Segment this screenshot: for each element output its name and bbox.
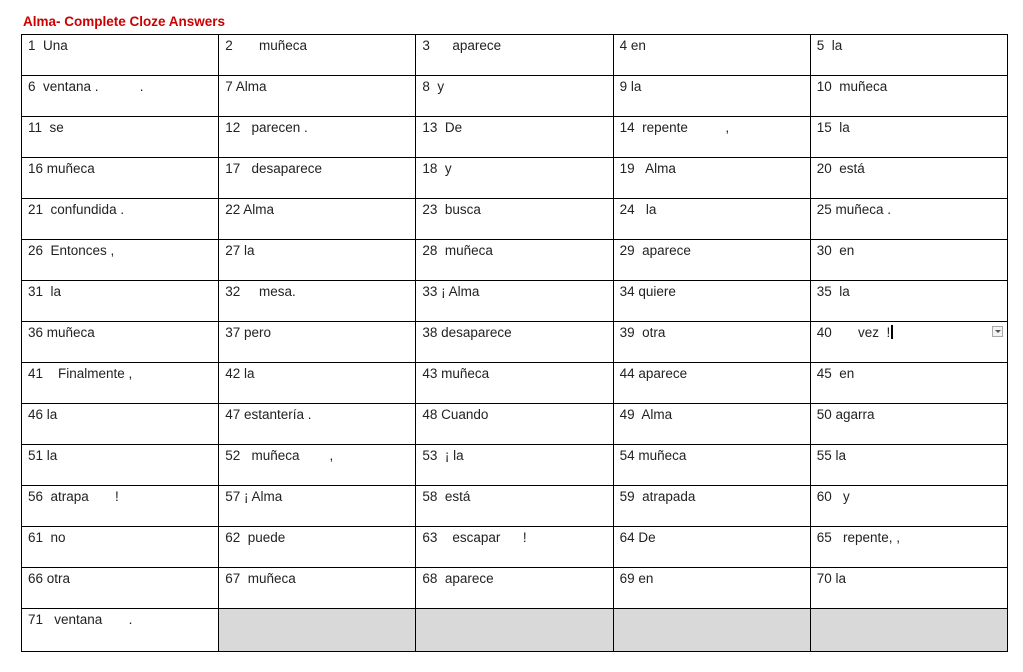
answer-text: 49 Alma [619, 407, 673, 422]
answer-text: 70 la [816, 571, 847, 586]
answer-text: 60 y [816, 489, 850, 504]
table-row [22, 35, 1008, 76]
answer-text: 61 no [28, 530, 66, 545]
answer-text: 59 atrapada [619, 489, 696, 504]
answer-cell[interactable] [22, 322, 219, 363]
table-row [22, 609, 1008, 652]
answer-cell[interactable] [613, 35, 810, 76]
table-row [22, 322, 1008, 363]
answer-text: 30 en [816, 243, 855, 258]
answer-text: 36 muñeca [28, 325, 95, 340]
answer-cell[interactable] [810, 445, 1007, 486]
answer-cell[interactable] [416, 404, 613, 445]
answer-cell[interactable] [810, 363, 1007, 404]
answer-cell[interactable] [810, 35, 1007, 76]
text-caret [891, 325, 893, 339]
answer-cell[interactable] [219, 76, 416, 117]
answer-cell[interactable] [613, 117, 810, 158]
answer-cell[interactable] [219, 158, 416, 199]
answer-cell[interactable] [416, 281, 613, 322]
answer-cell[interactable] [613, 322, 810, 363]
answer-cell[interactable] [613, 445, 810, 486]
answer-cell[interactable] [22, 568, 219, 609]
answer-text: 28 muñeca [422, 243, 493, 258]
answer-cell[interactable] [416, 568, 613, 609]
answer-text: 67 muñeca [225, 571, 296, 586]
answer-cell[interactable] [22, 76, 219, 117]
answer-text: 2 muñeca [225, 38, 307, 53]
answer-text: 17 desaparece [225, 161, 323, 176]
answer-text: 5 la [816, 38, 843, 53]
answer-text: 48 Cuando [422, 407, 489, 422]
table-row [22, 281, 1008, 322]
answer-cell[interactable] [22, 363, 219, 404]
answer-text: 47 estantería . [225, 407, 312, 422]
answer-cell[interactable] [219, 117, 416, 158]
answer-cell[interactable] [22, 199, 219, 240]
answer-text: 55 la [816, 448, 847, 463]
answer-text: 15 la [816, 120, 850, 135]
table-row [22, 76, 1008, 117]
table-row [22, 158, 1008, 199]
answer-text: 8 y [422, 79, 445, 94]
answer-cell[interactable] [219, 404, 416, 445]
answer-text: 65 repente, , [816, 530, 901, 545]
answer-cell[interactable] [810, 404, 1007, 445]
answer-cell[interactable] [22, 281, 219, 322]
cloze-answers-table [21, 34, 1008, 652]
empty-cell [416, 609, 613, 652]
answer-text: 45 en [816, 366, 855, 381]
answer-cell[interactable] [810, 568, 1007, 609]
answer-text: 23 busca [422, 202, 481, 217]
answer-text: 58 está [422, 489, 471, 504]
answer-cell[interactable] [416, 117, 613, 158]
answer-text: 64 De [619, 530, 656, 545]
answer-text: 54 muñeca [619, 448, 687, 463]
answer-cell[interactable] [219, 363, 416, 404]
answer-cell[interactable] [613, 76, 810, 117]
answer-cell[interactable] [416, 363, 613, 404]
answer-cell[interactable] [219, 445, 416, 486]
answer-text: 41 Finalmente , [28, 366, 133, 381]
answer-text: 20 está [816, 161, 865, 176]
answer-cell[interactable] [22, 117, 219, 158]
answer-text: 40 vez ! [811, 322, 1007, 341]
table-row [22, 199, 1008, 240]
table-row [22, 527, 1008, 568]
table-row [22, 404, 1008, 445]
answer-text: 46 la [28, 407, 58, 422]
answer-text: 19 Alma [619, 161, 676, 176]
answer-text: 3 aparece [422, 38, 502, 53]
answer-cell[interactable] [22, 486, 219, 527]
answer-cell[interactable] [810, 158, 1007, 199]
answer-text: 56 atrapa ! [28, 489, 119, 504]
answer-text: 1 Una [28, 38, 68, 53]
answer-text: 29 aparece [619, 243, 691, 258]
answer-cell[interactable] [613, 527, 810, 568]
answer-text: 26 Entonces , [28, 243, 115, 258]
answer-cell[interactable] [810, 281, 1007, 322]
answer-text: 33 ¡ Alma [422, 284, 480, 299]
answer-text: 14 repente , [619, 120, 730, 135]
answer-text: 12 parecen . [225, 120, 308, 135]
answer-cell[interactable] [416, 76, 613, 117]
answer-cell[interactable] [613, 486, 810, 527]
answer-text: 63 escapar ! [422, 530, 527, 545]
answer-cell[interactable] [416, 486, 613, 527]
document-title: Alma- Complete Cloze Answers [23, 14, 226, 29]
answer-text: 68 aparece [422, 571, 494, 586]
answer-cell[interactable] [416, 158, 613, 199]
answer-cell[interactable] [613, 363, 810, 404]
answer-text: 16 muñeca [28, 161, 95, 176]
answer-text: 37 pero [225, 325, 271, 340]
answer-text: 38 desaparece [422, 325, 512, 340]
answer-text: 27 la [225, 243, 255, 258]
answer-text: 42 la [225, 366, 255, 381]
answer-cell[interactable] [22, 35, 219, 76]
answer-text: 66 otra [28, 571, 71, 586]
answer-text: 69 en [619, 571, 654, 586]
answer-cell[interactable] [613, 568, 810, 609]
answer-text: 34 quiere [619, 284, 676, 299]
answer-text: 57 ¡ Alma [225, 489, 283, 504]
answer-cell[interactable] [810, 527, 1007, 568]
answer-cell[interactable] [613, 240, 810, 281]
answer-cell[interactable] [219, 568, 416, 609]
answer-text: 51 la [28, 448, 58, 463]
answer-text: 11 se [28, 120, 64, 135]
answer-text: 18 y [422, 161, 452, 176]
answer-text: 13 De [422, 120, 463, 135]
answer-text: 52 muñeca , [225, 448, 334, 463]
empty-cell [810, 609, 1007, 652]
answer-cell[interactable] [416, 445, 613, 486]
answer-cell[interactable] [22, 527, 219, 568]
answer-cell[interactable] [416, 240, 613, 281]
answer-text: 50 agarra [816, 407, 875, 422]
empty-cell [613, 609, 810, 652]
answer-text: 32 mesa. [225, 284, 296, 299]
answer-cell[interactable] [219, 35, 416, 76]
answer-text: 6 ventana . . [28, 79, 144, 94]
table-row [22, 568, 1008, 609]
answer-cell[interactable] [416, 35, 613, 76]
answer-text: 53 ¡ la [422, 448, 464, 463]
answer-cell[interactable] [22, 609, 219, 652]
answer-cell[interactable] [416, 322, 613, 363]
answer-text: 4 en [619, 38, 646, 53]
answer-text: 44 aparece [619, 366, 688, 381]
answer-cell[interactable] [219, 281, 416, 322]
answer-cell[interactable] [219, 527, 416, 568]
answer-text: 39 otra [619, 325, 666, 340]
answer-cell[interactable] [810, 76, 1007, 117]
answer-cell[interactable] [22, 240, 219, 281]
answer-cell[interactable] [219, 322, 416, 363]
answer-cell[interactable] [810, 322, 1007, 363]
answer-cell[interactable] [22, 404, 219, 445]
answer-text: 21 confundida . [28, 202, 125, 217]
answer-cell[interactable] [810, 117, 1007, 158]
answer-text: 22 Alma [225, 202, 274, 217]
answer-cell[interactable] [613, 404, 810, 445]
answer-cell[interactable] [219, 486, 416, 527]
table-row [22, 445, 1008, 486]
answer-text: 31 la [28, 284, 62, 299]
answer-cell[interactable] [613, 158, 810, 199]
answer-cell[interactable] [219, 240, 416, 281]
answer-cell[interactable] [416, 199, 613, 240]
answer-text: 43 muñeca [422, 366, 490, 381]
table-row [22, 486, 1008, 527]
table-row [22, 117, 1008, 158]
answer-text: 71 ventana . [28, 612, 133, 627]
dropdown-arrow-icon[interactable] [992, 326, 1003, 337]
answer-text: 25 muñeca . [816, 202, 892, 217]
answer-cell[interactable] [613, 281, 810, 322]
answer-cell[interactable] [810, 486, 1007, 527]
answer-cell[interactable] [613, 199, 810, 240]
table-row [22, 240, 1008, 281]
answer-cell[interactable] [416, 527, 613, 568]
answer-text: 62 puede [225, 530, 286, 545]
answer-text: 7 Alma [225, 79, 267, 94]
answer-text: 10 muñeca [816, 79, 888, 94]
empty-cell [219, 609, 416, 652]
answer-cell[interactable] [810, 240, 1007, 281]
answer-text: 9 la [619, 79, 642, 94]
answer-cell[interactable] [219, 199, 416, 240]
answer-cell[interactable] [22, 158, 219, 199]
table-row [22, 363, 1008, 404]
answer-text: 35 la [816, 284, 850, 299]
answer-cell[interactable] [810, 199, 1007, 240]
answer-text: 24 la [619, 202, 657, 217]
answer-cell[interactable] [22, 445, 219, 486]
